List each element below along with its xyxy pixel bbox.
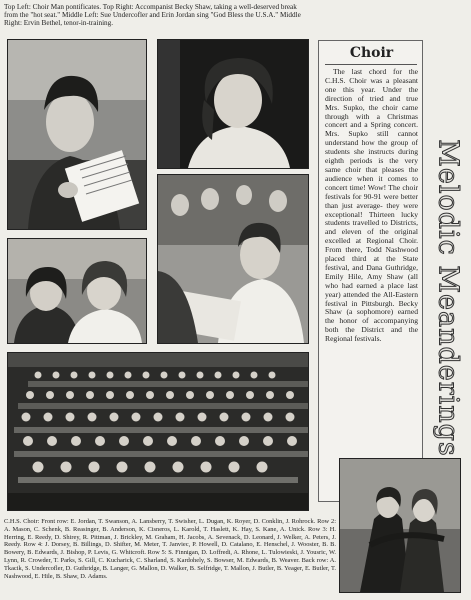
singers-photo (7, 238, 147, 344)
section-title-vertical (428, 88, 468, 508)
choir-group-photo (7, 352, 309, 511)
story-divider (325, 64, 417, 65)
section-title: Melodic Meanderings (432, 139, 464, 457)
accompanist-photo (157, 39, 309, 169)
photo-caption-top: Top Left: Choir Man pontificates. Top Right: Accompanist Becky Shaw, taking a well-deserved break from the "hot seat." Middle Left: Sue Undercofler and Erin Jordan sing "God Bless the U.S.A." Middle Right: Ervin Bethel, tenor-in-training. (4, 3, 301, 28)
tenor-photo (157, 174, 309, 344)
group-photo-caption: C.H.S. Choir: Front row: E. Jordan, T. Swanson, A. Lansberry, T. Swisher, L. Dugan, K. Royer, D. Conklin, J. Rohrock. Row 2: A. Mason, C. Schenk, B. Reasinger, B. Anderson, K. Cisneros, L. Karold, T. Haslett, K. Hay, S. Kane, A. Unick. Row 3: H. Herring, E. Reedy, D. Shirey, R. Pittman, J. Brickley, M. Graham, H. Jacobs, A. Sevenack, D. Leonard, J. Welker, A. Peters, J. Reedy. Row 4: J. Dorsey, B. Billings, D. Shifter, M. Meter, T. Janviec, P. Howell, D. Catalano, E. Henschel, J. Wooster, B. B. Bowery, B. Edwards, J. Bishop, P. Levis, G. Whitcroft. Row 5: S. Finnigan, D. Loffredi, A. Rhone, L. Tulowieski, J. Yousric, W. Lynn, R. Crowder, T. Parks, S. Gill, C. Kucharick, C. Sharland, S. Kardohely, S. Bowser, M. Edwards, B. Weaver. Back row: A. Tkacik, S. Undercofler, D. Guthridge, B. Langer, G. Mallon, D. Walker, B. Selfridge, T. Mallon, J. Butler, B. Yeager, E. Butler, T. Nashwood, E. Hile, B. Shaw, D. Adams. (4, 518, 336, 580)
story-title: Choir (349, 45, 394, 61)
story-body: The last chord for the C.H.S. Choir was a pleasant one this year. Under the direction of tried and true Mrs. Supko, the choir came through with a Christmas concert and a Spring concert. Mrs. Supko still cannot understand how the group of students she instructs during eighth periods is the very same choir that pleases the audience when it comes to concert time! Wow! The choir festivals for 90-91 were better than just average- they were exceptional! Thirteen lucky students travelled to Districts, and eleven of the original excelled at Regional Choir. From there, Todd Nashwood placed third at the State festival, and Dana Guthridge, Emily Hile, Amy Shaw (all who had earned a place last year) attended the All-Eastern festival in Pittsburgh. Becky Shaw (a sophomore) earned the honor of accompanying both the District and the Regional festivals. (325, 67, 418, 344)
story-box (318, 40, 423, 502)
dancers-photo (339, 458, 461, 593)
choir-man-photo (7, 39, 147, 230)
